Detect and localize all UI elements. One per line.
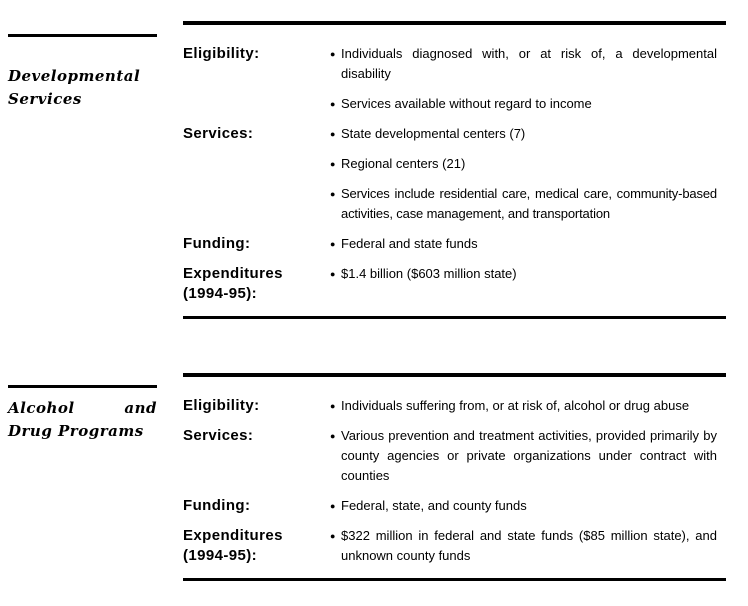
row-label: Services: [183, 125, 254, 142]
bullet-icon: ● [330, 269, 336, 279]
sidebar-rule [8, 34, 157, 37]
sidebar-heading-block [8, 34, 157, 111]
bullet-icon: ● [330, 401, 336, 411]
row-funding [183, 234, 726, 254]
sidebar-title: Alcohol and Drug Programs [8, 399, 157, 440]
bullet-item [330, 496, 726, 516]
bullet-text: Various prevention and treatment activities, provided primarily by county agencies or private organizations under contract with counties [341, 428, 717, 483]
row-expenditures [183, 264, 726, 304]
bullet-list [330, 396, 726, 416]
bullet-item [330, 94, 726, 114]
bullet-item [330, 396, 726, 416]
row-label: Eligibility: [183, 45, 260, 62]
row-label: Expenditures (1994-95): [183, 527, 283, 564]
bullet-list [330, 234, 726, 254]
bullet-item [330, 44, 726, 84]
bullet-icon: ● [330, 159, 336, 169]
bullet-list [330, 496, 726, 516]
section-bottom-rule [183, 316, 726, 319]
row-eligibility [183, 44, 726, 114]
bullet-text: Individuals suffering from, or at risk of, alcohol or drug abuse [341, 398, 690, 413]
rows-container [183, 377, 726, 578]
section-body [183, 373, 726, 581]
section-body [183, 21, 726, 319]
bullet-icon: ● [330, 431, 336, 441]
row-label: Eligibility: [183, 397, 260, 414]
sidebar-heading-block [8, 385, 157, 443]
bullet-list [330, 44, 726, 114]
bullet-list [330, 526, 726, 566]
bullet-item [330, 426, 726, 486]
sidebar-rule [8, 385, 157, 388]
bullet-text: $322 million in federal and state funds ($85 million state), and unknown county funds [341, 528, 717, 563]
bullet-icon: ● [330, 501, 336, 511]
bullet-item [330, 234, 726, 254]
row-label: Expenditures (1994-95): [183, 265, 283, 302]
row-expenditures [183, 526, 726, 566]
bullet-list [330, 124, 726, 224]
bullet-item [330, 526, 726, 566]
row-label: Funding: [183, 497, 251, 514]
bullet-text: Federal, state, and county funds [341, 498, 527, 513]
bullet-item [330, 184, 726, 224]
bullet-text: Individuals diagnosed with, or at risk of, a developmental disability [341, 46, 717, 81]
row-label: Services: [183, 427, 254, 444]
bullet-text: $1.4 billion ($603 million state) [341, 266, 517, 281]
sidebar-title: Developmental Services [8, 67, 141, 108]
row-services [183, 124, 726, 224]
bullet-text: State developmental centers (7) [341, 126, 526, 141]
row-funding [183, 496, 726, 516]
bullet-text: Services include residential care, medical care, community-based activities, case management, and transportation [341, 186, 717, 221]
bullet-icon: ● [330, 531, 336, 541]
bullet-icon: ● [330, 189, 336, 199]
row-eligibility [183, 396, 726, 416]
row-services [183, 426, 726, 486]
bullet-icon: ● [330, 239, 336, 249]
bullet-icon: ● [330, 99, 336, 109]
bullet-list [330, 426, 726, 486]
row-label: Funding: [183, 235, 251, 252]
bullet-icon: ● [330, 129, 336, 139]
section-bottom-rule [183, 578, 726, 581]
bullet-list [330, 264, 726, 304]
bullet-text: Regional centers (21) [341, 156, 466, 171]
rows-container [183, 25, 726, 316]
bullet-text: Services available without regard to income [341, 96, 592, 111]
bullet-item [330, 154, 726, 174]
bullet-item [330, 124, 726, 144]
bullet-text: Federal and state funds [341, 236, 478, 251]
bullet-item [330, 264, 726, 284]
bullet-icon: ● [330, 49, 336, 59]
